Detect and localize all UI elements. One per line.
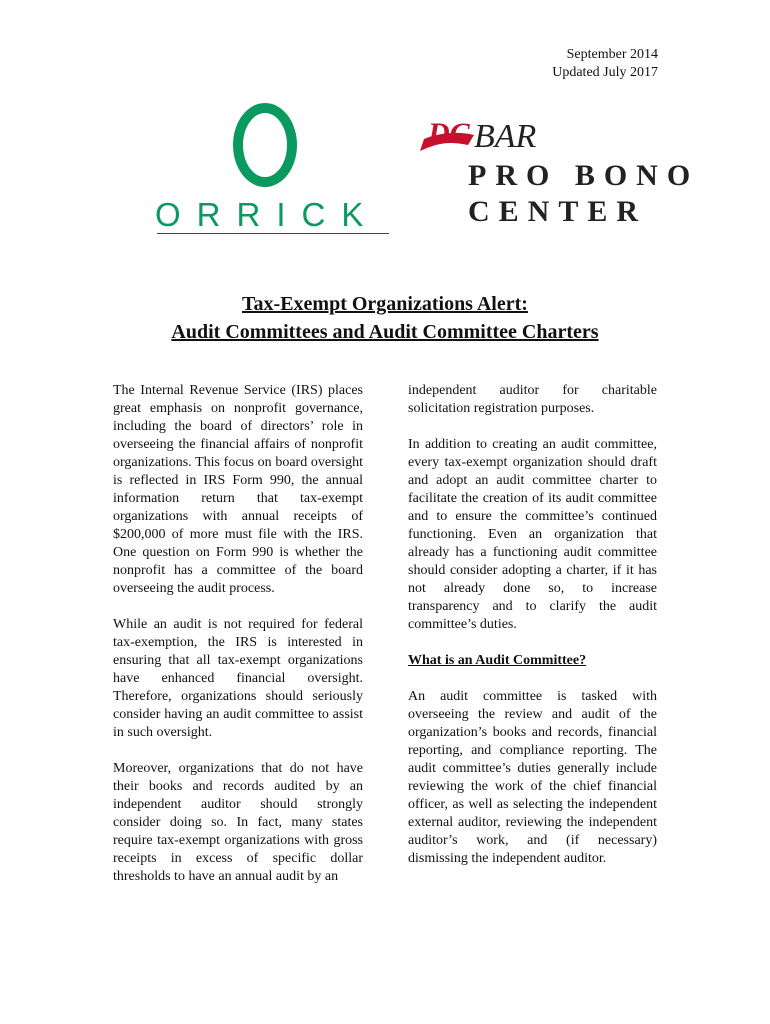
paragraph: An audit committee is tasked with overseeing the review and audit of the organization’s books and records, financial reporting, and compliance reporting. The audit committee’s duties generally include reviewing the work of the chief financial officer, as well as selecting the independent external auditor, reviewing the independent auditor’s work, and (if necessary) dismissing the independent auditor.	[408, 689, 657, 866]
document-title	[0, 290, 770, 346]
svg-text:BAR: BAR	[474, 118, 537, 155]
paragraph: While an audit is not required for federal tax-exemption, the IRS is interested in ensuring that all tax-exempt organizations have enhanced financial oversight. Therefore, organizations should seriously consider having an audit committee to assist in such oversight.	[113, 617, 363, 740]
title-line-2: Audit Committees and Audit Committee Charters	[171, 321, 599, 343]
orrick-wordmark: ORRICK	[155, 196, 380, 233]
orrick-ring-icon	[233, 103, 297, 187]
section-heading: What is an Audit Committee?	[408, 653, 587, 668]
paragraph: The Internal Revenue Service (IRS) places great emphasis on nonprofit governance, including the board of directors’ role in overseeing the financial affairs of nonprofit organizations. This focus on board oversight is reflected in IRS Form 990, the annual information return that tax-exempt organizations with annual receipts of $200,000 of more must file with the IRS. One question on Form 990 is whether the nonprofit has a committee of the board overseeing the audit process.	[113, 383, 363, 596]
orrick-underline	[157, 233, 389, 234]
right-column	[408, 382, 657, 886]
svg-text:DC: DC	[428, 117, 470, 150]
title-line-1: Tax-Exempt Organizations Alert:	[242, 293, 528, 315]
center-text: CENTER	[468, 195, 648, 228]
paragraph: Moreover, organizations that do not have their books and records audited by an independent auditor should strongly consider doing so. In fact, many states require tax-exempt organizations with gross receipts in excess of specific dollar thresholds to have an annual audit by an	[113, 761, 363, 884]
left-column	[113, 382, 363, 904]
date-line: September 2014	[566, 47, 658, 62]
updated-date-line: Updated July 2017	[552, 65, 658, 80]
paragraph: In addition to creating an audit committee, every tax-exempt organization should draft and adopt an audit committee charter to facilitate the creation of its audit committee and to ensure the committee’s continued functioning. Even an organization that already has a functioning audit committee should consider adopting a charter, if it has not already done so, to increase transparency and to clarify the audit committee’s duties.	[408, 437, 657, 632]
paragraph: independent auditor for charitable solicitation registration purposes.	[408, 383, 657, 416]
pro-bono-text: PRO BONO	[468, 159, 700, 192]
document-date	[552, 46, 658, 82]
dcbar-wordmark-icon	[418, 113, 558, 157]
